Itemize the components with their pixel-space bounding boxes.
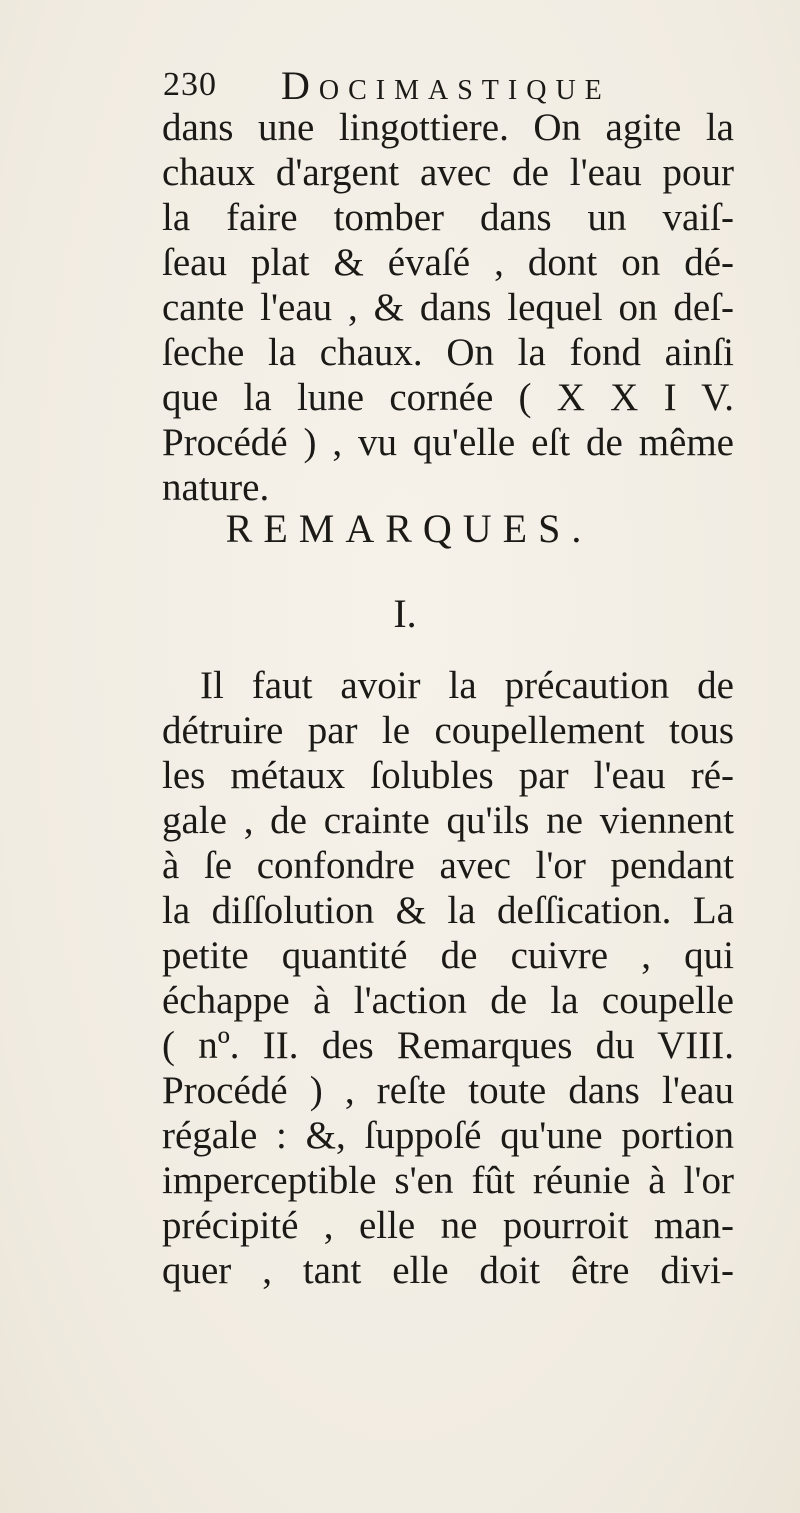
text-line: régale : &, ſuppoſé qu'une portion: [162, 1114, 734, 1157]
text-line: la faire tomber dans un vaiſ-: [162, 196, 734, 239]
text-line: la diſſolution & la deſſication. La: [162, 889, 734, 932]
running-title: Docimastique: [281, 63, 611, 108]
text-line: Il faut avoir la précaution de: [200, 664, 734, 707]
text-line: que la lune cornée ( X X I V.: [162, 376, 734, 419]
text-line: les métaux ſolubles par l'eau ré-: [162, 754, 734, 797]
text-line: gale , de crainte qu'ils ne viennent: [162, 799, 734, 842]
section-heading: REMARQUES.: [225, 506, 593, 551]
page-number: 230: [163, 66, 217, 103]
text-line: ſeche la chaux. On la fond ainſi: [162, 331, 734, 374]
text-line: à ſe confondre avec l'or pendant: [162, 844, 734, 887]
text-line: nature.: [162, 466, 270, 509]
text-line: quer , tant elle doit être divi-: [162, 1249, 734, 1292]
text-line: Procédé ) , vu qu'elle eſt de même: [162, 421, 734, 464]
text-line: précipité , elle ne pourroit man-: [162, 1204, 734, 1247]
text-line: petite quantité de cuivre , qui: [162, 934, 734, 977]
text-line: imperceptible s'en fût réunie à l'or: [162, 1159, 734, 1202]
section-number: I.: [393, 591, 417, 636]
text-line: détruire par le coupellement tous: [162, 709, 734, 752]
text-line: échappe à l'action de la coupelle: [162, 979, 734, 1022]
text-line: ſeau plat & évaſé , dont on dé-: [162, 241, 734, 284]
text-line: chaux d'argent avec de l'eau pour: [162, 151, 734, 194]
text-line: ( nº. II. des Remarques du VIII.: [162, 1024, 734, 1067]
text-line: Procédé ) , reſte toute dans l'eau: [162, 1069, 734, 1112]
text-line: dans une lingottiere. On agite la: [162, 106, 734, 149]
text-line: cante l'eau , & dans lequel on deſ-: [162, 286, 734, 329]
